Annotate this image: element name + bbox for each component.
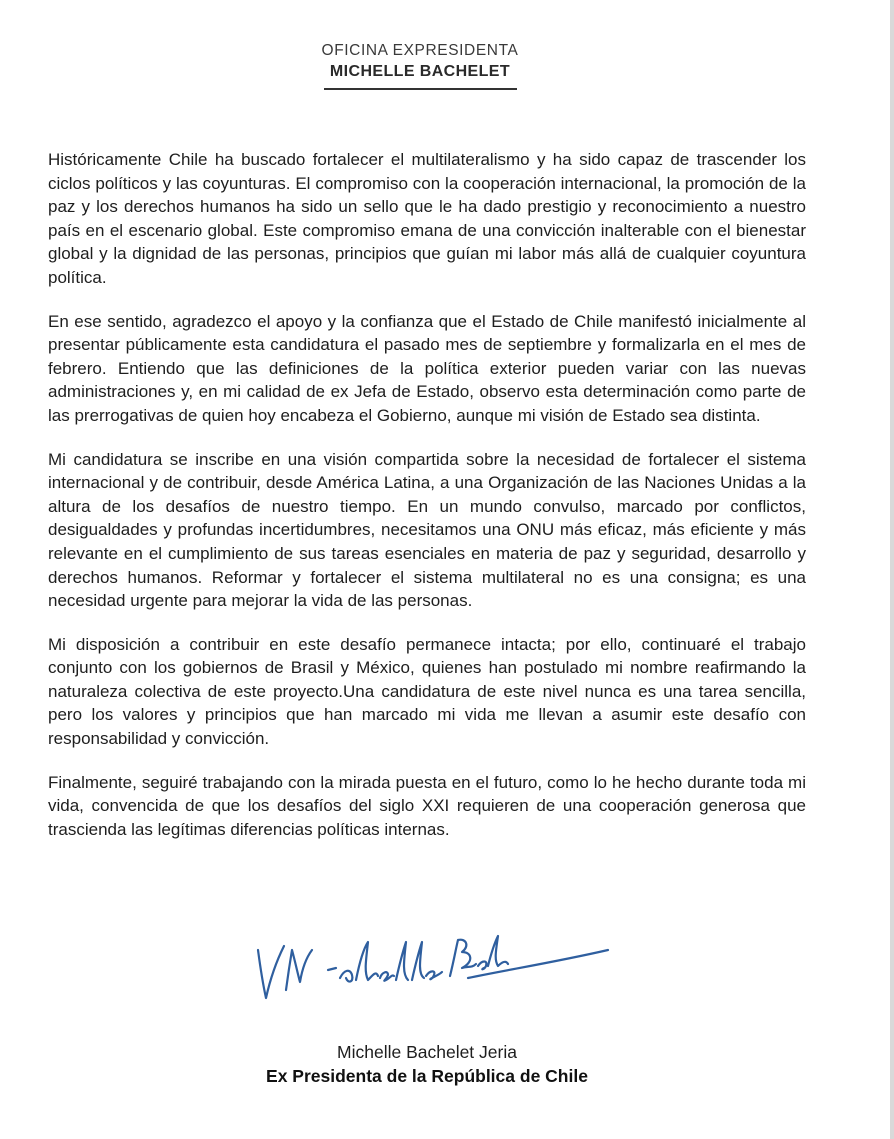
- letterhead-office: OFICINA EXPRESIDENTA: [321, 42, 519, 59]
- paragraph-1: Históricamente Chile ha buscado fortalecer el multilateralismo y ha sido capaz de trascender los ciclos políticos y las coyunturas. El compromiso con la cooperación internacional, la promoción de la paz y los derechos humanos ha sido un sello que le ha dado prestigio y reconocimiento a nuestro país en el escenario global. Este compromiso emana de una convicción inalterable con el bienestar global y la dignidad de las personas, principios que guían mi labor más allá de cualquier coyuntura política.: [48, 150, 806, 287]
- handwritten-signature: [236, 920, 616, 1010]
- letter-body: [48, 148, 806, 861]
- signer-title: Ex Presidenta de la República de Chile: [266, 1066, 588, 1086]
- signature-block: [0, 1040, 874, 1088]
- signer-name: Michelle Bachelet Jeria: [337, 1042, 517, 1062]
- page-edge-divider: [890, 0, 894, 1139]
- paragraph-2: En ese sentido, agradezco el apoyo y la confianza que el Estado de Chile manifestó inicialmente al presentar públicamente esta candidatura el pasado mes de septiembre y formalizarla en el mes de febrero. Entiendo que las definiciones de la política exterior pueden variar con las nuevas administraciones y, en mi calidad de ex Jefa de Estado, observo esta determinación como parte de las prerrogativas de quien hoy encabeza el Gobierno, aunque mi visión de Estado sea distinta.: [48, 311, 806, 425]
- signature-drawing: [236, 920, 616, 1010]
- paragraph-5: Finalmente, seguiré trabajando con la mirada puesta en el futuro, como lo he hecho durante toda mi vida, convencida de que los desafíos del siglo XXI requieren de una cooperación generosa que trascienda las legítimas diferencias políticas internas.: [48, 772, 806, 839]
- paragraph-3: Mi candidatura se inscribe en una visión compartida sobre la necesidad de fortalecer el sistema internacional y de contribuir, desde América Latina, a una Organización de las Naciones Unidas a la altura de los desafíos de nuestro tiempo. En un mundo convulso, marcado por conflictos, desigualdades y profundas incertidumbres, necesitamos una ONU más eficaz, más eficiente y más relevante en el cumplimiento de sus tareas esenciales en materia de paz y seguridad, desarrollo y derechos humanos. Reformar y fortalecer el sistema multilateral no es una consigna; es una necesidad urgente para mejorar la vida de las personas.: [48, 449, 806, 611]
- letterhead: [0, 42, 840, 90]
- paragraph-4: Mi disposición a contribuir en este desafío permanece intacta; por ello, continuaré el trabajo conjunto con los gobiernos de Brasil y México, quienes han postulado mi nombre reafirmando la naturaleza colectiva de este proyecto.Una candidatura de este nivel nunca es una tarea sencilla, pero los valores y principios que han marcado mi vida me llevan a asumir este desafío con responsabilidad y convicción.: [48, 634, 806, 749]
- letterhead-rule: [324, 88, 517, 90]
- letterhead-name: MICHELLE BACHELET: [329, 63, 511, 80]
